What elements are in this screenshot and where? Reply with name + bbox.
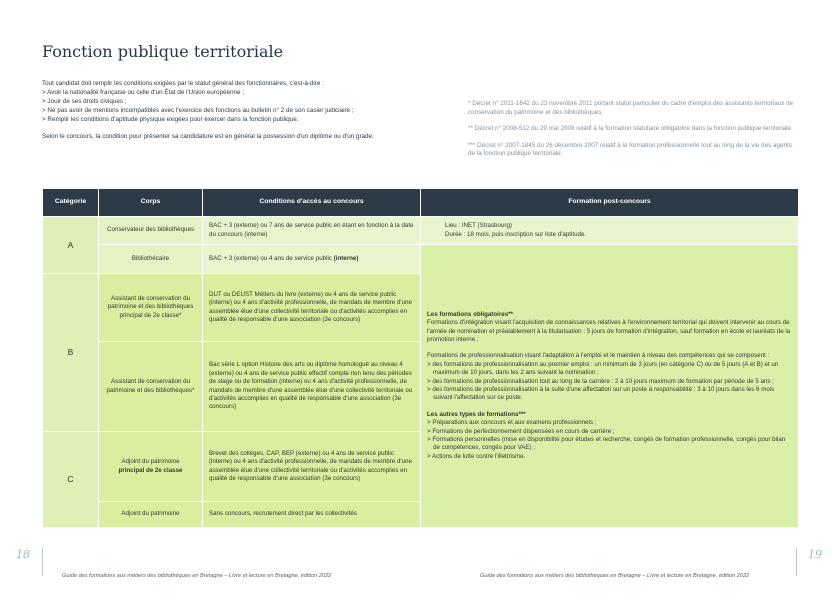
formation-other-item: > Préparations aux concours et aux examens professionnels ;: [427, 419, 597, 427]
formation-other-title: Les autres types de formations***: [427, 410, 526, 418]
corps-cell: Conservateur des bibliothèques: [99, 217, 203, 245]
corps-cell: Adjoint du patrimoine: [99, 502, 203, 528]
table-header-row: [43, 189, 799, 217]
formation-oblig-item: > des formations de professionnalisation au premier emploi : un minimum de 3 jours (en catégorie C) ou de 5 jours (A et B) et un maximum de 10 jours, dans les 2 ans suivant la nomination ;: [427, 360, 779, 377]
conditions-cell: Sans concours, recrutement direct par les collectivités: [203, 502, 421, 528]
table-row: [43, 245, 799, 274]
category-c: C: [43, 432, 99, 528]
intro-item: > Ne pas avoir de mentions incompatibles avec l'exercice des fonctions au bulletin n° 2 de son casier judiciaire ;: [42, 106, 354, 114]
page-number-left: 18: [16, 548, 30, 561]
header-categorie: Catégorie: [43, 189, 99, 217]
page-number-right: 19: [808, 548, 822, 561]
footnote-3: *** Décret n° 2007-1845 du 26 décembre 2007 relatif à la formation professionnelle tout au long de la vie des agents de la fonction publique territoriale.: [468, 141, 792, 157]
conditions-cell: Brevet des collèges, CAP, BEP (externe) ou 4 ans de service public (interne) ou 4 ans d'activité professionnelle, de mandats de membre d'une assemblée élue d'une collectivité territoriale ou d'activités accomplies en qualité de responsable d'une association (3e concours): [203, 432, 421, 502]
footnotes: [468, 100, 798, 167]
footer-caption-right: Guide des formations aux métiers des bibliothèques en Bretagne – Livre et lecture en Bretagne, édition 2022: [480, 573, 750, 579]
category-b: B: [43, 274, 99, 432]
formation-other-item: > Actions de lutte contre l'illettrisme.: [427, 452, 526, 460]
footnote-1: * Décret n° 2011-1642 du 23 novembre 2011 portant statut particulier du cadre d'emploi des assistants territoriaux de conservation du patrimoine et des bibliothèques.: [468, 100, 794, 116]
formation-other-item: > Formations de perfectionnement dispensées en cours de carrière ;: [427, 427, 615, 435]
corps-cell: Assistant de conservation du patrimoine et des bibliothèques*: [99, 342, 203, 432]
corps-cell: Assistant de conservation du patrimoine et des bibliothèques principal de 2e classe*: [99, 274, 203, 342]
conditions-cell: [203, 245, 421, 274]
footer-rule-right: [796, 548, 797, 576]
formation-oblig-title: Les formations obligatoires**: [427, 310, 513, 318]
formation-oblig-text: Formations d'intégration visant l'acquisition de connaissances relatives à l'environnement territorial qui doivent intervenir au cours de l'année de nomination et préalablement à la titularisation : 5 jours de formation d'intégration, sauf formation en école et lauréats de la promotion interne ;: [427, 319, 791, 343]
formation-oblig-item: > des formations de professionnalisation à la suite d'une affectation sur un poste à responsabilité : 3 à 10 jours dans les 6 mois suivant l'affectation sur ce poste.: [427, 386, 775, 402]
header-conditions: Conditions d'accès au concours: [203, 189, 421, 217]
footer-caption-left: Guide des formations aux métiers des bibliothèques en Bretagne – Livre et lecture en Bretagne, édition 2022: [62, 573, 332, 579]
header-formation: Formation post-concours: [421, 189, 799, 217]
formation-obligatoire-cell: [421, 245, 799, 528]
corps-cell: [99, 432, 203, 502]
page-title: Fonction publique territoriale: [42, 42, 284, 61]
formation-oblig-item: > des formations de professionnalisation tout au long de la carrière : 2 à 10 jours maximum de formation par période de 5 ans ;: [427, 377, 774, 385]
intro-item: > Avoir la nationalité française ou celle d'un État de l'Union européenne ;: [42, 88, 245, 96]
intro-item: > Remplir les conditions d'aptitude physique exigées pour exercer dans la fonction publique.: [42, 115, 299, 123]
formation-a-lieu: Lieu : INET (Strasbourg): [445, 222, 512, 230]
corps-bold: principal de 2e classe: [118, 466, 183, 474]
category-a: A: [43, 217, 99, 274]
formation-oblig-text: Formations de professionnalisation visant l'adaptation à l'emploi et le maintien à niveau des compétences qui se composent :: [427, 352, 770, 360]
conditions-cell: BAC + 3 (externe) ou 7 ans de service public en étant en fonction à la date du concours (interne): [203, 217, 421, 245]
formation-a-duree: Durée : 18 mois, puis inscription sur liste d'aptitude.: [445, 230, 587, 238]
intro-lead: Tout candidat doit remplir les conditions exigées par le statut général des fonctionnaires, c'est-à-dire :: [42, 80, 324, 87]
corps-text: Adjoint du patrimoine: [121, 458, 180, 466]
footer-rule-left: [42, 548, 43, 576]
formation-other-item: > Formations personnelles (mise en disponibilité pour études et recherche, congés de formation professionnelle, congés pour bilan de compétences, congés pour VAE) ;: [427, 436, 786, 452]
formation-table: [42, 188, 799, 528]
footnote-2: ** Décret n° 2008-512 du 29 mai 2008 relatif à la formation statutaire obligatoire dans la fonction publique territoriale.: [468, 125, 793, 132]
corps-cell: Bibliothécaire: [99, 245, 203, 274]
intro-closing: Selon le concours, la condition pour présenter sa candidature est en général la possession d'un diplôme ou d'un grade.: [42, 132, 374, 140]
header-corps: Corps: [99, 189, 203, 217]
intro-text: [42, 80, 382, 141]
conditions-cell: Bac série L option Histoire des arts ou diplôme homologué au niveau 4 (externe) ou 4 ans de service public effectif compte non tenu des périodes de stage ou de formation (interne) ou 4 ans d'activité professionnelle, de mandats de membre d'une assemblée élue d'une collectivité territoriale ou d'activités accomplies en qualité de responsable d'une association (3e concours): [203, 342, 421, 432]
conditions-text: BAC + 3 (externe) ou 4 ans de service public: [209, 254, 334, 262]
table-row: [43, 217, 799, 245]
conditions-bold: (interne): [333, 254, 359, 262]
intro-item: > Jouir de ses droits civiques ;: [42, 97, 127, 105]
conditions-cell: DUT ou DEUST Métiers du livre (externe) ou 4 ans de service public (interne) ou 4 ans d'activité professionnelle, de mandats de membre d'une assemblée élue d'une collectivité territoriale ou d'activités accomplies en qualité de responsable d'une association (3e concours): [203, 274, 421, 342]
formation-a-cell: [421, 217, 799, 245]
